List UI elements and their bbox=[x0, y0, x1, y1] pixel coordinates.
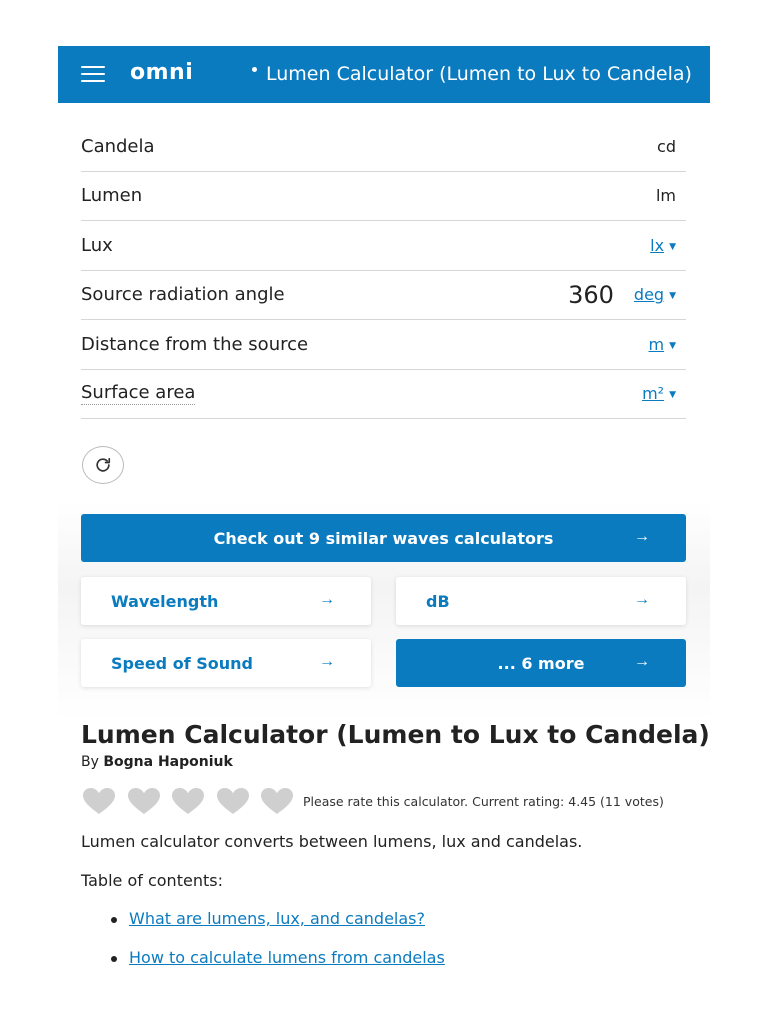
arrow-right-icon: → bbox=[634, 653, 650, 670]
field-label-lumen: Lumen bbox=[81, 185, 143, 207]
unit-select-lux-text: lx bbox=[650, 235, 665, 255]
similar-calculators-label: Check out 9 similar waves calculators bbox=[213, 529, 554, 548]
field-row-lux[interactable] bbox=[81, 221, 686, 271]
field-label-candela: Candela bbox=[81, 135, 155, 157]
rating-hearts bbox=[82, 787, 305, 815]
similar-card-speed-of-sound[interactable] bbox=[81, 639, 371, 687]
field-label-surface-area[interactable]: Surface area bbox=[81, 382, 196, 404]
similar-card-label: Wavelength bbox=[111, 592, 219, 611]
arrow-right-icon: → bbox=[634, 528, 650, 545]
field-row-surface-area[interactable] bbox=[81, 370, 686, 420]
logo-dot bbox=[252, 67, 257, 72]
unit-select-angle-text: deg bbox=[633, 285, 665, 305]
bullet-icon bbox=[111, 956, 117, 962]
unit-label-lm: lm bbox=[655, 186, 676, 206]
arrow-right-icon: → bbox=[634, 591, 650, 608]
caret-down-icon: ▼ bbox=[669, 241, 676, 252]
intro-text: Lumen calculator converts between lumens, lux and candelas. bbox=[81, 832, 583, 851]
header-title: Lumen Calculator (Lumen to Lux to Candela) bbox=[266, 63, 692, 85]
bullet-icon bbox=[111, 917, 117, 923]
field-label-distance: Distance from the source bbox=[81, 333, 309, 355]
omni-logo[interactable]: omni bbox=[130, 60, 194, 85]
hamburger-menu-icon[interactable] bbox=[81, 66, 105, 82]
heart-icon[interactable] bbox=[171, 787, 205, 815]
caret-down-icon: ▼ bbox=[669, 291, 676, 302]
calculator-panel bbox=[81, 122, 686, 419]
similar-card-label: dB bbox=[426, 592, 450, 611]
refresh-icon bbox=[93, 455, 113, 475]
field-row-lumen[interactable] bbox=[81, 172, 686, 222]
unit-select-distance[interactable] bbox=[648, 335, 676, 354]
byline-prefix: By bbox=[81, 754, 99, 770]
arrow-right-icon: → bbox=[319, 653, 335, 670]
similar-card-label: Speed of Sound bbox=[111, 654, 253, 673]
similar-card-wavelength[interactable] bbox=[81, 577, 371, 625]
toc-link-how-to-calculate[interactable]: How to calculate lumens from candelas bbox=[129, 947, 445, 967]
heart-icon[interactable] bbox=[216, 787, 250, 815]
field-row-distance[interactable] bbox=[81, 320, 686, 370]
caret-down-icon: ▼ bbox=[669, 340, 676, 351]
unit-select-area-text: m² bbox=[642, 384, 665, 404]
heart-icon[interactable] bbox=[82, 787, 116, 815]
unit-label-cd: cd bbox=[657, 136, 676, 156]
author-name[interactable]: Bogna Haponiuk bbox=[103, 754, 233, 770]
reset-button[interactable] bbox=[82, 446, 124, 484]
heart-icon[interactable] bbox=[127, 787, 161, 815]
unit-select-angle[interactable] bbox=[634, 285, 676, 304]
toc-link-what-are-lumens[interactable]: What are lumens, lux, and candelas? bbox=[129, 909, 425, 928]
field-label-lux: Lux bbox=[81, 234, 113, 256]
unit-select-distance-text: m bbox=[648, 334, 665, 354]
heart-icon[interactable] bbox=[260, 787, 294, 815]
article-title: Lumen Calculator (Lumen to Lux to Candela) bbox=[81, 720, 710, 749]
field-label-source-radiation-angle: Source radiation angle bbox=[81, 284, 285, 306]
similar-card-more-label: ... 6 more bbox=[497, 654, 585, 673]
arrow-right-icon: → bbox=[319, 591, 335, 608]
similar-card-db[interactable] bbox=[396, 577, 686, 625]
byline bbox=[81, 754, 233, 770]
unit-select-lux[interactable] bbox=[650, 236, 676, 255]
similar-card-more[interactable] bbox=[396, 639, 686, 687]
field-row-candela[interactable] bbox=[81, 122, 686, 172]
caret-down-icon: ▼ bbox=[669, 390, 676, 401]
toc-label: Table of contents: bbox=[81, 871, 223, 890]
angle-value-input[interactable]: 360 bbox=[568, 280, 614, 309]
similar-calculators-button[interactable] bbox=[81, 514, 686, 562]
unit-select-area[interactable] bbox=[642, 384, 676, 403]
rating-text: Please rate this calculator. Current rating: 4.45 (11 votes) bbox=[303, 794, 664, 809]
field-row-source-radiation-angle[interactable] bbox=[81, 271, 686, 321]
top-bar bbox=[58, 46, 710, 103]
